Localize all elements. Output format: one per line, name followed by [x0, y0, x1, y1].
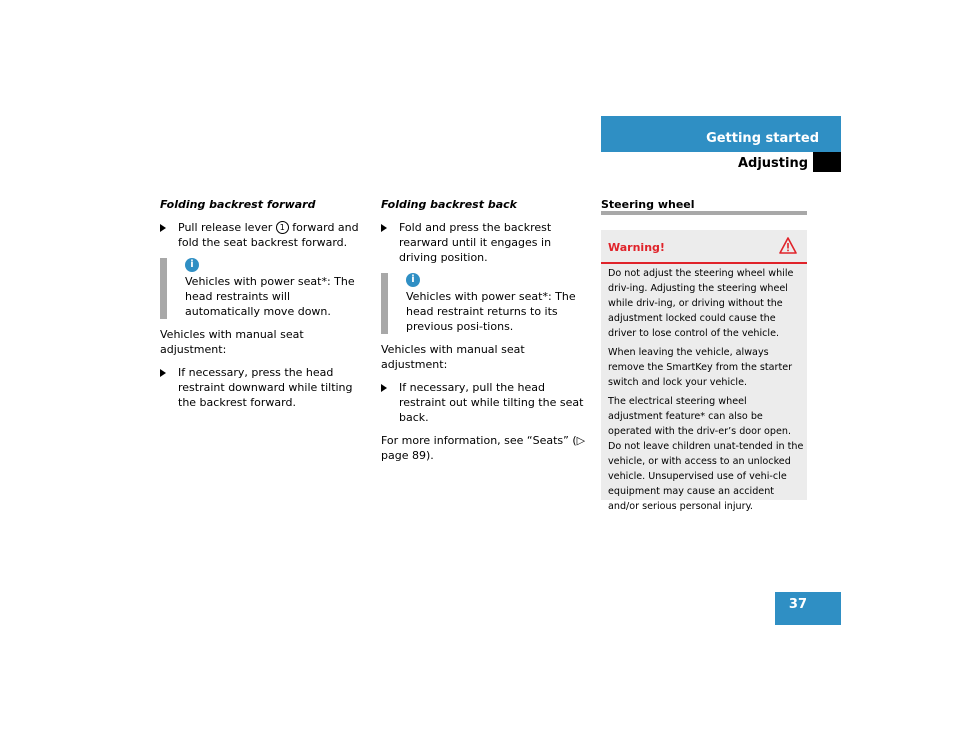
- step-pull-release-lever: [160, 220, 365, 250]
- arrow-bullet-icon: [381, 384, 387, 392]
- arrow-bullet-icon: [381, 224, 387, 232]
- note-text: Vehicles with power seat*: The head restraints will automatically move down.: [185, 275, 355, 318]
- header-bar: [601, 116, 841, 152]
- warning-paragraph: When leaving the vehicle, always remove the SmartKey from the starter switch and lock your vehicle.: [608, 347, 793, 388]
- note-text: Vehicles with power seat*: The head restraint returns to its previous posi-tions.: [406, 290, 576, 333]
- warning-divider: [601, 262, 807, 264]
- column-middle: [381, 197, 586, 471]
- header-marker: [813, 152, 841, 172]
- info-note: [381, 273, 586, 334]
- warning-title: Warning!: [608, 241, 665, 254]
- paragraph: Vehicles with manual seat adjustment:: [381, 343, 525, 371]
- info-note: [160, 258, 365, 319]
- page-reference: For more information, see “Seats” (▷ page 89).: [381, 434, 586, 462]
- warning-triangle-icon: [779, 237, 797, 258]
- step-pull-head-restraint: [381, 380, 586, 425]
- step-fold-backrest: [381, 220, 586, 265]
- section-title: Getting started: [706, 131, 819, 146]
- column-left: [160, 197, 365, 418]
- warning-body: [608, 266, 804, 518]
- callout-number: 1: [276, 221, 289, 234]
- info-icon: i: [406, 273, 420, 287]
- subhead-folding-forward: Folding backrest forward: [160, 198, 316, 211]
- arrow-bullet-icon: [160, 224, 166, 232]
- page-number-box: [775, 592, 841, 625]
- warning-paragraph: The electrical steering wheel adjustment feature* can also be operated with the driv-er’s door open. Do not leave children unat-tended in the vehicle, or with access to an unlocked vehicle. Unsupervised use of vehi-cle equipment may cause an accident and/or serious personal injury.: [608, 396, 804, 512]
- subhead-folding-back: Folding backrest back: [381, 198, 517, 211]
- info-icon: i: [185, 258, 199, 272]
- step-text: If necessary, press the head restraint downward while tilting the backrest forward.: [178, 366, 353, 409]
- step-text: Fold and press the backrest rearward until it engages in driving position.: [399, 221, 552, 264]
- subsection-title: Adjusting: [737, 156, 808, 171]
- step-text: If necessary, pull the head restraint out while tilting the seat back.: [399, 381, 584, 424]
- step-press-head-restraint: [160, 365, 365, 410]
- arrow-bullet-icon: [160, 369, 166, 377]
- warning-box: [601, 230, 807, 512]
- paragraph: Vehicles with manual seat adjustment:: [160, 328, 304, 356]
- page-number: 37: [788, 597, 807, 612]
- heading-rule: [601, 211, 807, 215]
- warning-paragraph: Do not adjust the steering wheel while driv-ing. Adjusting the steering wheel while driv-ing, or driving without the adjustment locked could cause the driver to lose control of the vehicle.: [608, 268, 794, 339]
- step-text: Pull release lever: [178, 221, 276, 234]
- heading-steering-wheel: Steering wheel: [601, 198, 695, 211]
- step-text: forward and fold the seat backrest forward.: [178, 221, 359, 249]
